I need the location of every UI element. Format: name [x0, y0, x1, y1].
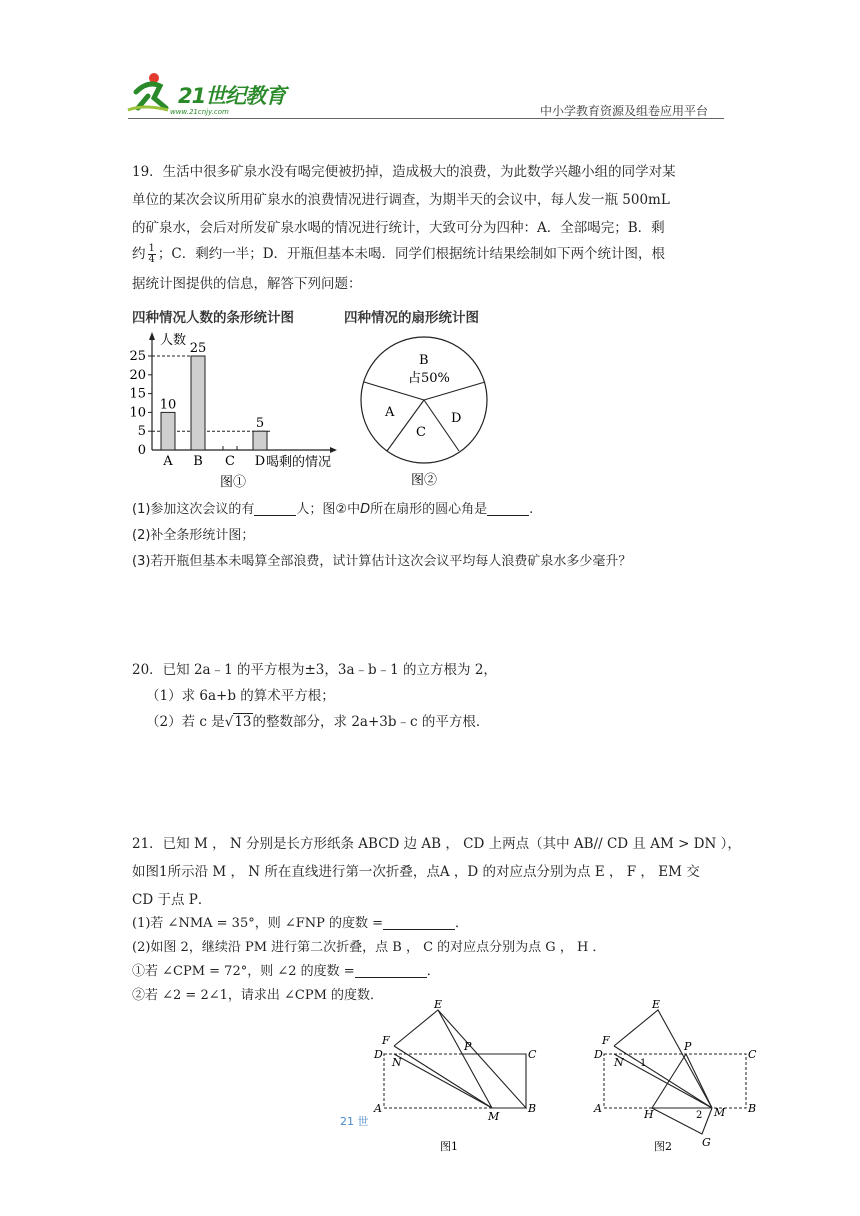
pie-chart-title: 四种情况的扇形统计图 [344, 310, 479, 326]
second-fold [652, 1054, 712, 1134]
bar [161, 412, 175, 450]
q19-sub-3: (3)若开瓶但基本未喝算全部浪费，试计算估计这次会议平均每人浪费矿泉水多少毫升？ [132, 554, 632, 569]
bar-data-label: 25 [189, 341, 207, 356]
svg-text:C: C [748, 1048, 757, 1061]
logo-url: www.21cnjy.com [170, 108, 229, 116]
svg-text:F: F [602, 1034, 610, 1047]
bar-y-tick-label: 25 [129, 349, 146, 364]
svg-text:2: 2 [696, 1110, 703, 1121]
question-20 [132, 658, 732, 738]
pie-chart-caption: 图② [411, 473, 438, 488]
svg-text:M: M [714, 1106, 726, 1119]
question-21 [132, 832, 741, 1003]
svg-text:D: D [594, 1048, 603, 1061]
svg-text:A: A [374, 1102, 382, 1115]
pie-annotation-b: 占50% [408, 371, 450, 386]
svg-text:C: C [528, 1048, 537, 1061]
bar-x-axis-arrow [330, 447, 337, 453]
svg-text:F: F [382, 1034, 390, 1047]
q19-sub-1-e: . [529, 502, 534, 517]
pie-chart [355, 330, 495, 490]
q19-sub-questions [132, 498, 732, 578]
q20-line-2: （1）求 6a+b 的算术平方根； [146, 688, 335, 704]
pie-label-c: C [416, 425, 426, 440]
edge-fm [394, 1046, 492, 1108]
answer-blank-angle2[interactable] [355, 963, 427, 978]
q21-sub-1-b: ． [455, 916, 469, 931]
figure-2-caption: 图2 [654, 1140, 672, 1153]
q19-sub-1 [132, 498, 533, 517]
q19-sub-1-a: (1)参加这次会议的有 [132, 502, 255, 517]
q19-line-5: 据统计图提供的信息，解答下列问题： [132, 276, 362, 292]
logo-text: 21世纪教育 [178, 84, 286, 108]
bar-chart-caption: 图① [220, 475, 247, 490]
bar-y-tick-label: 15 [129, 386, 146, 402]
sqrt-radicand: 13 [234, 714, 252, 730]
question-19 [132, 160, 732, 300]
folding-figure-1 [360, 1000, 550, 1160]
svg-text:D: D [374, 1048, 383, 1061]
svg-text:G: G [702, 1136, 711, 1149]
q21-sub-2: (2)如图 2，继续沿 PM 进行第二次折叠，点 B ， C 的对应点分别为点 G ， H ． [132, 940, 606, 955]
q19-line-3: 的矿泉水，会后对所发矿泉水喝的情况进行统计，大致可分为四种：A．全部喝完；B．剩 [132, 220, 665, 236]
bar-category-label: C [225, 454, 235, 469]
svg-text:H: H [644, 1108, 654, 1121]
q21-sub-1-a: (1)若 ∠NMA = 35°，则 ∠FNP 的度数 = [132, 916, 384, 931]
q19-sub-1-d: 所在扇形的圆心角是 [370, 502, 488, 517]
svg-text:N: N [614, 1056, 624, 1069]
fraction-den: 4 [148, 254, 155, 265]
q21-sub-1 [132, 912, 468, 931]
q20-line-3 [146, 710, 489, 730]
q21-sub-2-1-a: ①若 ∠CPM = 72°，则 ∠2 的度数 = [132, 964, 355, 979]
bar-chart-title: 四种情况人数的条形统计图 [132, 310, 294, 326]
pie-label-a: A [385, 405, 395, 420]
svg-text:E: E [434, 1000, 443, 1011]
svg-text:E: E [652, 1000, 661, 1011]
q19-line-4-a: 约 [132, 246, 146, 262]
strip-outline-dashed [384, 1054, 526, 1108]
runner-logo-icon [124, 70, 176, 114]
bar-chart [120, 326, 350, 492]
figure-1-caption: 图1 [440, 1140, 458, 1153]
folding-figure-2 [590, 1000, 770, 1160]
q20-line-1: 20．已知 2a﹣1 的平方根为±3，3a﹣b﹣1 的立方根为 2， [132, 662, 497, 678]
svg-text:B: B [748, 1102, 757, 1115]
fraction-num: 1 [148, 243, 155, 254]
answer-blank-angle[interactable] [487, 501, 529, 516]
bar-category-label: D [254, 454, 266, 469]
q19-line-4-b: ；C．剩约一半；D．开瓶但基本未喝．同学们根据统计结果绘制如下两个统计图，根 [157, 246, 666, 262]
svg-text:M: M [488, 1110, 500, 1123]
q21-sub-2-1 [132, 960, 440, 979]
q21-line-1: 21．已知 M ， N 分别是长方形纸条 ABCD 边 AB ， CD 上两点（其中 AB// CD 且 AM > DN ）， [132, 836, 741, 852]
sqrt-symbol: √ [224, 714, 234, 730]
bar-chart-xlabel: 喝剩的情况 [266, 455, 332, 470]
q19-sub-2: (2)补全条形统计图； [132, 528, 255, 543]
platform-name: 中小学教育资源及组卷应用平台 [540, 104, 709, 118]
q19-line-4 [132, 242, 665, 265]
q19-line-1: 19．生活中很多矿泉水没有喝完便被扔掉，造成极大的浪费，为此数学兴趣小组的同学对某 [132, 164, 676, 180]
q19-sub-1-c: D [360, 502, 371, 517]
bar [191, 356, 205, 450]
watermark-text: 21 世 [340, 1115, 369, 1128]
q21-sub-2-2: ②若 ∠2 = 2∠1，请求出 ∠CPM 的度数． [132, 988, 384, 1003]
strip-outline-dashed [604, 1054, 746, 1108]
bar-chart-ylabel: 人数 [160, 333, 187, 348]
q20-line-3-a: （2）若 c 是 [146, 714, 225, 730]
svg-text:1: 1 [640, 1058, 647, 1069]
bar-y-axis-arrow [149, 332, 155, 340]
bar-y-tick-label: 0 [137, 443, 146, 458]
q19-line-2: 单位的某次会议所用矿泉水的浪费情况进行调查，为期半天的会议中，每人发一瓶 500mL [132, 192, 670, 208]
bar-y-tick-label: 5 [137, 424, 146, 440]
svg-text:N: N [392, 1056, 402, 1069]
svg-text:P: P [684, 1040, 692, 1053]
pie-label-d: D [451, 411, 462, 426]
answer-blank-people[interactable] [254, 501, 296, 516]
svg-text:P: P [464, 1040, 472, 1053]
q21-line-3: CD 于点 P． [132, 892, 212, 908]
bar-category-label: A [163, 454, 173, 469]
header-divider [128, 118, 724, 119]
fraction-one-quarter [148, 244, 156, 265]
q19-sub-1-b: 人；图②中 [296, 502, 361, 517]
bar-category-label: B [193, 454, 203, 469]
bar [253, 431, 267, 450]
bar-data-label: 5 [255, 416, 265, 432]
q20-line-3-b: 的整数部分，求 2a+3b﹣c 的平方根． [252, 714, 490, 730]
q21-sub-2-1-b: ． [426, 964, 440, 979]
q21-line-2: 如图1所示沿 M ， N 所在直线进行第一次折叠，点A ，D 的对应点分别为点 E ， F ， EM 交 [132, 864, 700, 880]
svg-text:B: B [528, 1102, 537, 1115]
svg-text:A: A [594, 1102, 602, 1115]
answer-blank-fnp[interactable] [383, 915, 455, 930]
bar-data-label: 10 [159, 397, 177, 413]
folded-strip [614, 1010, 712, 1108]
pie-label-b: B [419, 353, 429, 368]
bar-y-tick-label: 10 [129, 405, 146, 421]
bar-y-tick-label: 20 [129, 367, 146, 383]
